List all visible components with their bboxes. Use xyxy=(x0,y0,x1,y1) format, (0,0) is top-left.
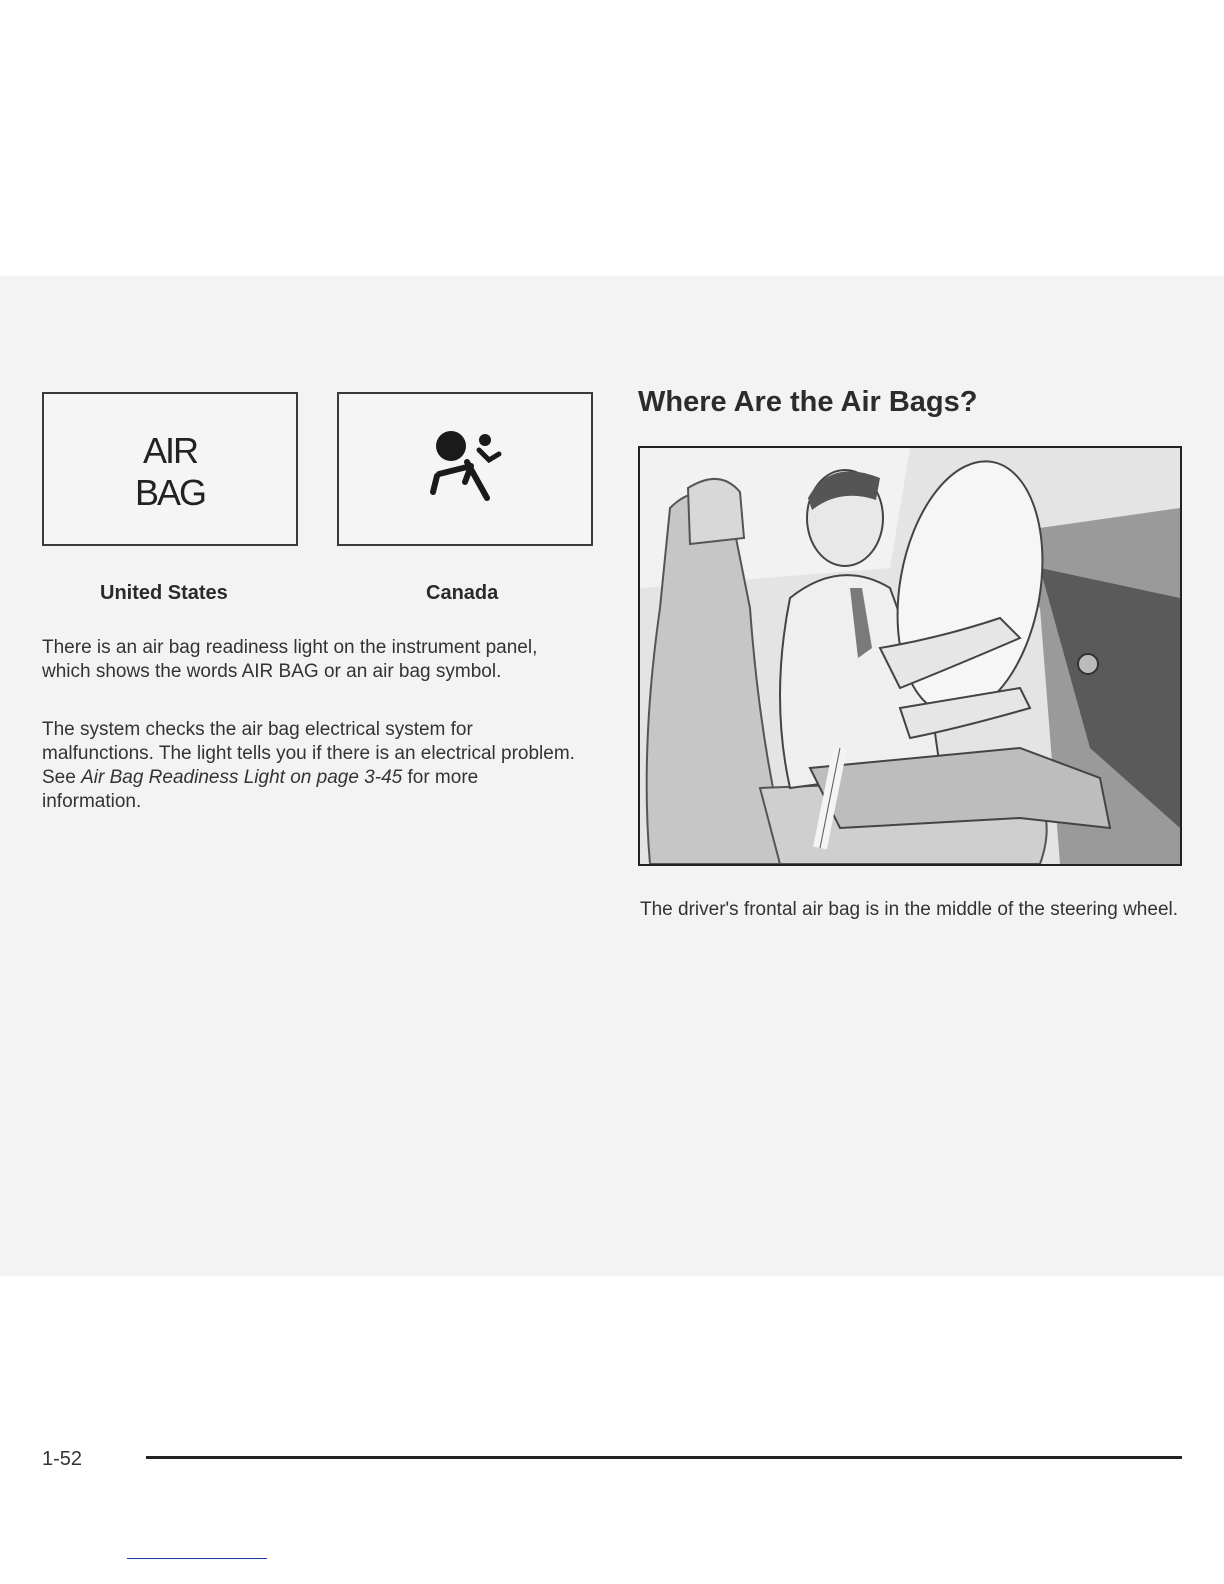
bag-word: BAG xyxy=(134,472,206,513)
driver-with-deployed-airbag-illustration xyxy=(638,446,1182,866)
bottom-link-underline xyxy=(127,1558,267,1559)
readiness-light-paragraph: There is an air bag readiness light on the instrument panel, which shows the words AIR BAG or an air bag symbol. xyxy=(42,637,538,682)
us-airbag-light-box xyxy=(42,392,298,546)
footer-rule xyxy=(146,1456,1182,1459)
canada-airbag-light-box xyxy=(337,392,593,546)
page-band xyxy=(0,276,1224,1470)
air-word: AIR xyxy=(142,430,197,471)
system-check-paragraph xyxy=(42,718,582,814)
illustration-caption: The driver's frontal air bag is in the middle of the steering wheel. xyxy=(640,899,1179,920)
para2-text-end: for more information. xyxy=(42,767,479,812)
section-heading: Where Are the Air Bags? xyxy=(638,386,978,418)
airbag-person-icon xyxy=(339,394,595,548)
page-number: 1-52 xyxy=(42,1448,83,1470)
illustration-drawing xyxy=(640,448,1180,864)
us-caption: United States xyxy=(100,582,228,604)
para2-text: The system checks the air bag electrical system for malfunctions. The light tells you if there is an electrical problem. See xyxy=(42,719,575,788)
air-bag-words xyxy=(44,430,296,514)
canada-caption: Canada xyxy=(426,582,499,604)
readiness-light-reference: Air Bag Readiness Light on page 3-45 xyxy=(81,767,403,788)
